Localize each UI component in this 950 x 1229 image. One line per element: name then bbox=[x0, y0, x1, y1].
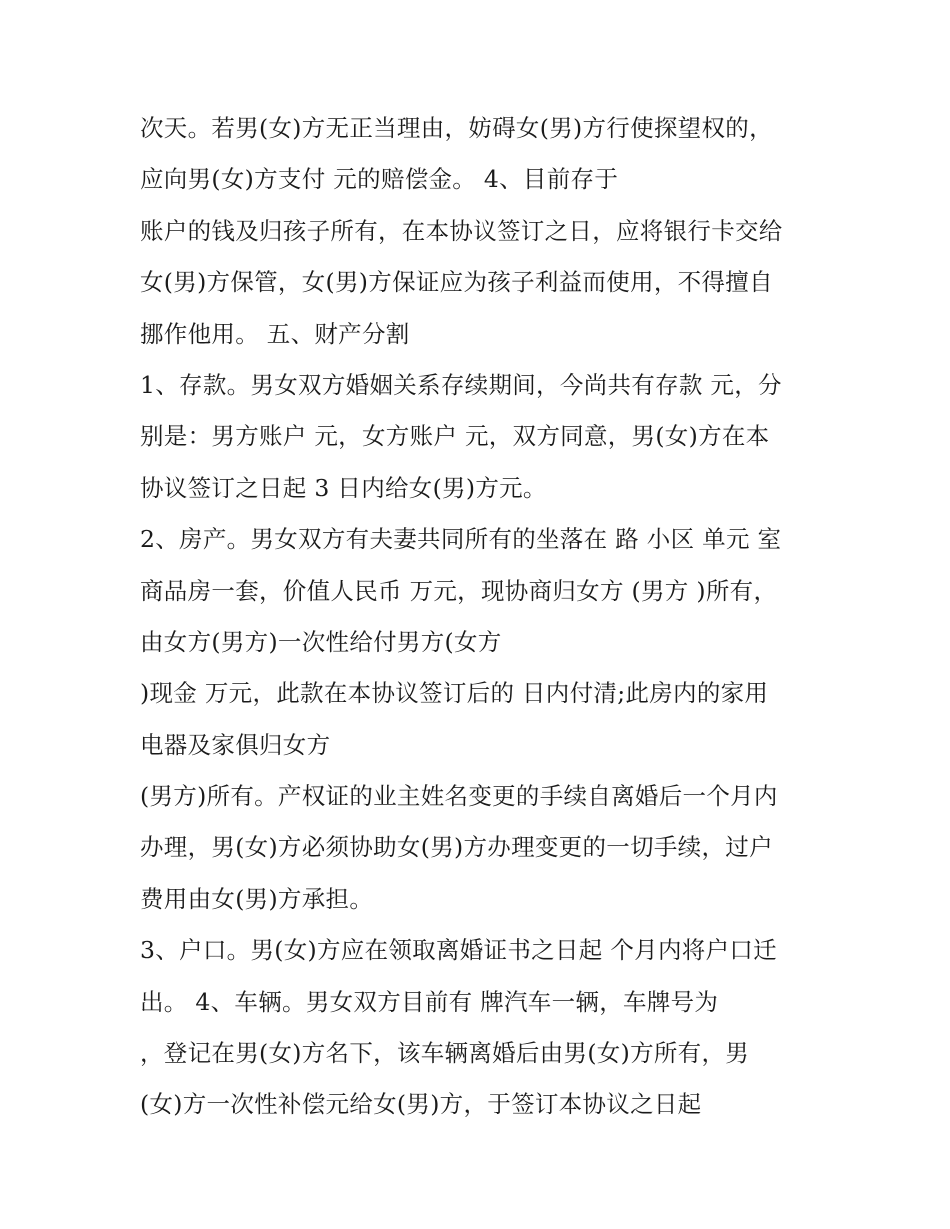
text-line: 女(男)方保管，女(男)方保证应为孩子利益而使用，不得擅自 bbox=[140, 268, 773, 297]
text-line: 办理，男(女)方必须协助女(男)方办理变更的一切手续，过户 bbox=[140, 833, 773, 862]
text-line: 1、存款。男女双方婚姻关系存续期间，今尚共有存款 元，分 bbox=[140, 370, 782, 399]
text-line: 由女方(男方)一次性给付男方(女方 bbox=[140, 627, 502, 656]
text-line: 电器及家俱归女方 bbox=[140, 730, 331, 759]
text-line: 协议签订之日起 3 日内给女(男)方元。 bbox=[140, 473, 547, 502]
text-line: 挪作他用。 五、财产分割 bbox=[140, 319, 410, 348]
text-line: 出。 4、车辆。男女双方目前有 牌汽车一辆，车牌号为 bbox=[140, 987, 719, 1016]
text-line: (男方)所有。产权证的业主姓名变更的手续自离婚后一个月内 bbox=[140, 782, 778, 811]
text-line: 账户的钱及归孩子所有，在本协议签订之日，应将银行卡交给 bbox=[140, 216, 783, 245]
text-line: 别是：男方账户 元，女方账户 元，双方同意，男(女)方在本 bbox=[140, 422, 770, 451]
text-line: 商品房一套，价值人民币 万元，现协商归女方 (男方 )所有， bbox=[140, 576, 778, 605]
text-line: 2、房产。男女双方有夫妻共同所有的坐落在 路 小区 单元 室 bbox=[140, 525, 782, 554]
document-body bbox=[140, 103, 840, 1131]
text-line: (女)方一次性补偿元给女(男)方，于签订本协议之日起 bbox=[140, 1090, 702, 1119]
text-line: ，登记在男(女)方名下，该车辆离婚后由男(女)方所有，男 bbox=[140, 1039, 750, 1068]
text-line: 次天。若男(女)方无正当理由，妨碍女(男)方行使探望权的， bbox=[140, 114, 773, 142]
text-line: 费用由女(男)方承担。 bbox=[140, 884, 374, 913]
text-line: )现金 万元，此款在本协议签订后的 日内付清;此房内的家用 bbox=[140, 679, 769, 708]
text-line: 3、户口。男(女)方应在领取离婚证书之日起 个月内将户口迁 bbox=[140, 936, 777, 965]
text-line: 应向男(女)方支付 元的赔偿金。 4、目前存于 bbox=[140, 165, 619, 194]
